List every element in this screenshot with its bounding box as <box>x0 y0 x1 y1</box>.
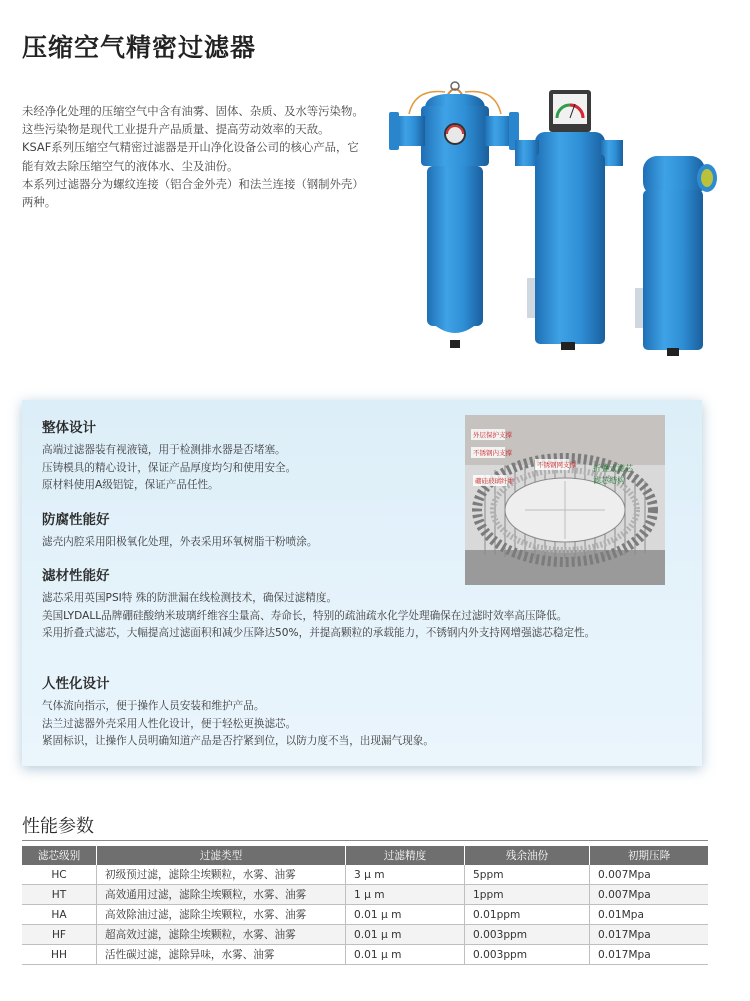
table-header-row <box>22 846 708 865</box>
feature-line: 气体流向指示，便于操作人员安装和维护产品。 <box>42 700 265 712</box>
precision-cell: 1 μ m <box>346 885 465 905</box>
feature-line: 美国LYDALL品牌硼硅酸纳米玻璃纤维容尘量高、寿命长，特别的疏油疏水化学处理确保在过滤时效率高压降低。 <box>42 609 568 622</box>
column-header: 过滤精度 <box>346 846 465 865</box>
column-header: 残余油份 <box>465 846 590 865</box>
flange-filter-image <box>389 82 519 348</box>
oil-cell: 5ppm <box>465 865 590 885</box>
feature-line: 紧固标识，让操作人员明确知道产品是否拧紧到位，以防力度不当，出现漏气现象。 <box>42 735 434 747</box>
pressure-drop-cell: 0.017Mpa <box>590 925 709 945</box>
feature-line: 压铸模具的精心设计，保证产品厚度均匀和使用安全。 <box>42 461 297 474</box>
spec-table <box>22 846 708 965</box>
oil-cell: 0.01ppm <box>465 905 590 925</box>
feature-line: 原材料使用A级铝锭，保证产品任性。 <box>42 479 219 491</box>
type-cell: 初级预过滤，滤除尘埃颗粒，水雾、油雾 <box>97 865 346 885</box>
precision-cell: 0.01 μ m <box>346 925 465 945</box>
type-cell: 高效除油过滤，滤除尘埃颗粒，水雾、油雾 <box>97 905 346 925</box>
feature-title: 人性化设计 <box>42 676 110 692</box>
grade-cell: HF <box>22 925 97 945</box>
feature-line: 采用折叠式滤芯，大幅提高过滤面积和减少压降达50%，并提高颗粒的承载能力，不锈钢内外支持网增强滤芯稳定性。 <box>42 627 596 639</box>
table-row <box>22 945 708 965</box>
intro-line: 未经净化处理的压缩空气中含有油雾、固体、杂质、及水等污染物。 <box>22 104 364 118</box>
grade-cell: HT <box>22 885 97 905</box>
oil-cell: 1ppm <box>465 885 590 905</box>
oil-cell: 0.003ppm <box>465 945 590 965</box>
photo-label: 外层保护支撑 <box>473 431 512 439</box>
features-panel <box>22 400 702 766</box>
photo-label: 不锈钢内支撑 <box>473 449 512 457</box>
photo-label: 不锈钢网支撑 <box>537 461 576 469</box>
filter-element-photo <box>465 415 665 585</box>
threaded-filter-image <box>515 90 623 350</box>
section-divider <box>22 840 708 841</box>
table-row <box>22 865 708 885</box>
type-cell: 活性碳过滤，滤除异味，水雾、油雾 <box>97 945 346 965</box>
intro-line: KSAF系列压缩空气精密过滤器是开山净化设备公司的核心产品，它能有效去除压缩空气的液体水、尘及油份。 <box>22 140 359 173</box>
page-title: 压缩空气精密过滤器 <box>22 33 257 62</box>
feature-line: 滤芯采用英国PSI特 殊的防泄漏在线检测技术，确保过滤精度。 <box>42 592 338 604</box>
feature-humanized-design <box>42 672 682 751</box>
type-cell: 高效通用过滤，滤除尘埃颗粒，水雾、油雾 <box>97 885 346 905</box>
precision-cell: 0.01 μ m <box>346 905 465 925</box>
grade-cell: HC <box>22 865 97 885</box>
feature-line: 高端过滤器装有视液镜，用于检测排水器是否堵塞。 <box>42 444 286 456</box>
intro-line: 本系列过滤器分为螺纹连接（铝合金外壳）和法兰连接（钢制外壳）两种。 <box>22 176 364 210</box>
column-header: 过滤类型 <box>97 846 346 865</box>
type-cell: 超高效过滤，滤除尘埃颗粒，水雾、油雾 <box>97 925 346 945</box>
column-header: 滤芯级别 <box>22 846 97 865</box>
threaded-filter-small-image <box>635 156 717 356</box>
photo-label: 滤芯结构 <box>593 476 625 485</box>
intro-line: 这些污染物是现代工业提升产品质量、提高劳动效率的天敌。 <box>22 122 330 137</box>
feature-line: 法兰过滤器外壳采用人性化设计，便于轻松更换滤芯。 <box>42 717 297 730</box>
table-row <box>22 905 708 925</box>
feature-title: 整体设计 <box>42 420 96 436</box>
grade-cell: HH <box>22 945 97 965</box>
pressure-drop-cell: 0.01Mpa <box>590 905 709 925</box>
feature-title: 防腐性能好 <box>42 512 110 528</box>
feature-line: 滤壳内腔采用阳极氧化处理，外表采用环氧树脂干粉喷涂。 <box>42 536 318 548</box>
table-row <box>22 885 708 905</box>
product-image <box>385 78 725 368</box>
grade-cell: HA <box>22 905 97 925</box>
feature-title: 滤材性能好 <box>42 568 110 584</box>
photo-label: 硼硅玻璃纤维 <box>475 477 514 485</box>
pressure-drop-cell: 0.007Mpa <box>590 865 709 885</box>
photo-label: 折叠式滤芯 <box>593 464 633 473</box>
precision-cell: 0.01 μ m <box>346 945 465 965</box>
oil-cell: 0.003ppm <box>465 925 590 945</box>
column-header: 初期压降 <box>590 846 709 865</box>
intro-text <box>22 102 367 211</box>
table-row <box>22 925 708 945</box>
precision-cell: 3 μ m <box>346 865 465 885</box>
pressure-drop-cell: 0.007Mpa <box>590 885 709 905</box>
pressure-drop-cell: 0.017Mpa <box>590 945 709 965</box>
spec-section-title: 性能参数 <box>22 816 94 837</box>
